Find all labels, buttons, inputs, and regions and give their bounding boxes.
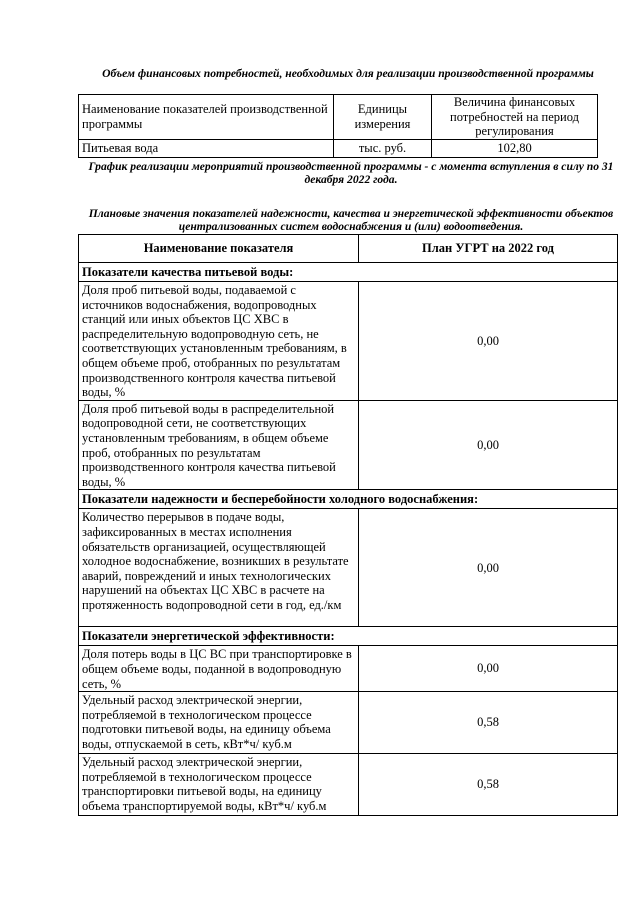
finance-col-unit: Единицы измерения [334,95,432,140]
indicator-name: Удельный расход электрической энергии, потребляемой в технологическом процессе подготовки питьевой воды, на единицу объема воды, отпускаемой в сеть, кВт*ч/ куб.м [79,692,359,754]
finance-header-row [79,95,598,140]
indicator-name: Доля потерь воды в ЦС ВС при транспортировке в общем объеме воды, поданной в водопроводную сеть, % [79,646,359,692]
finance-row-unit: тыс. руб. [334,140,432,158]
indicators-table [78,234,618,816]
indicator-value: 0,58 [359,754,618,816]
indicator-value: 0,00 [359,509,618,627]
indicator-name: Доля проб питьевой воды в распределительной водопроводной сети, не соответствующих установленным требованиям, в общем объеме проб, отобранных по результатам производственного контроля качества питьевой воды, % [79,400,359,490]
indicator-value: 0,58 [359,692,618,754]
col-name-header: Наименование показателя [79,235,359,263]
table-row [79,282,618,401]
indicator-name: Удельный расход электрической энергии, потребляемой в технологическом процессе транспортировки питьевой воды, на единицу объема транспортируемой воды, кВт*ч/ куб.м [79,754,359,816]
finance-col-amount: Величина финансовых потребностей на период регулирования [432,95,598,140]
indicator-name: Количество перерывов в подаче воды, зафиксированных в местах исполнения обязательств организацией, осуществляющей холодное водоснабжение, возникших в результате аварий, повреждений и иных технологических нарушений на объектах ЦС ХВС в расчете на протяженность водопроводной сети в год, ед./км [79,509,359,627]
table-row [79,692,618,754]
finance-row-amount: 102,80 [432,140,598,158]
indicator-name: Доля проб питьевой воды, подаваемой с источников водоснабжения, водопроводных станций или иных объектов ЦС ХВС в распределительную водопроводную сеть, не соответствующих установленным требованиям, в общем объеме проб, отобранных по результатам производственного контроля качества питьевой воды, % [79,282,359,401]
finance-row-name: Питьевая вода [79,140,334,158]
finance-table [78,94,598,158]
section-title: Показатели энергетической эффективности: [79,627,618,646]
table-row [79,754,618,816]
indicators-heading: Плановые значения показателей надежности, качества и энергетической эффективности объектов централизованных систем водоснабжения и (или) водоотведения. [88,207,614,233]
schedule-heading: График реализации мероприятий производственной программы - с момента вступления в силу по 31 декабря 2022 года. [88,160,614,186]
section-title: Показатели надежности и бесперебойности холодного водоснабжения: [79,490,618,509]
table-row [79,509,618,627]
finance-row [79,140,598,158]
finance-col-name: Наименование показателей производственной программы [79,95,334,140]
section-title: Показатели качества питьевой воды: [79,263,618,282]
indicator-value: 0,00 [359,400,618,490]
indicator-value: 0,00 [359,282,618,401]
finance-heading: Объем финансовых потребностей, необходимых для реализации производственной программы [102,67,594,80]
indicators-header-row [79,235,618,263]
col-plan-header: План УГРТ на 2022 год [359,235,618,263]
indicator-value: 0,00 [359,646,618,692]
table-row [79,400,618,490]
table-row [79,646,618,692]
